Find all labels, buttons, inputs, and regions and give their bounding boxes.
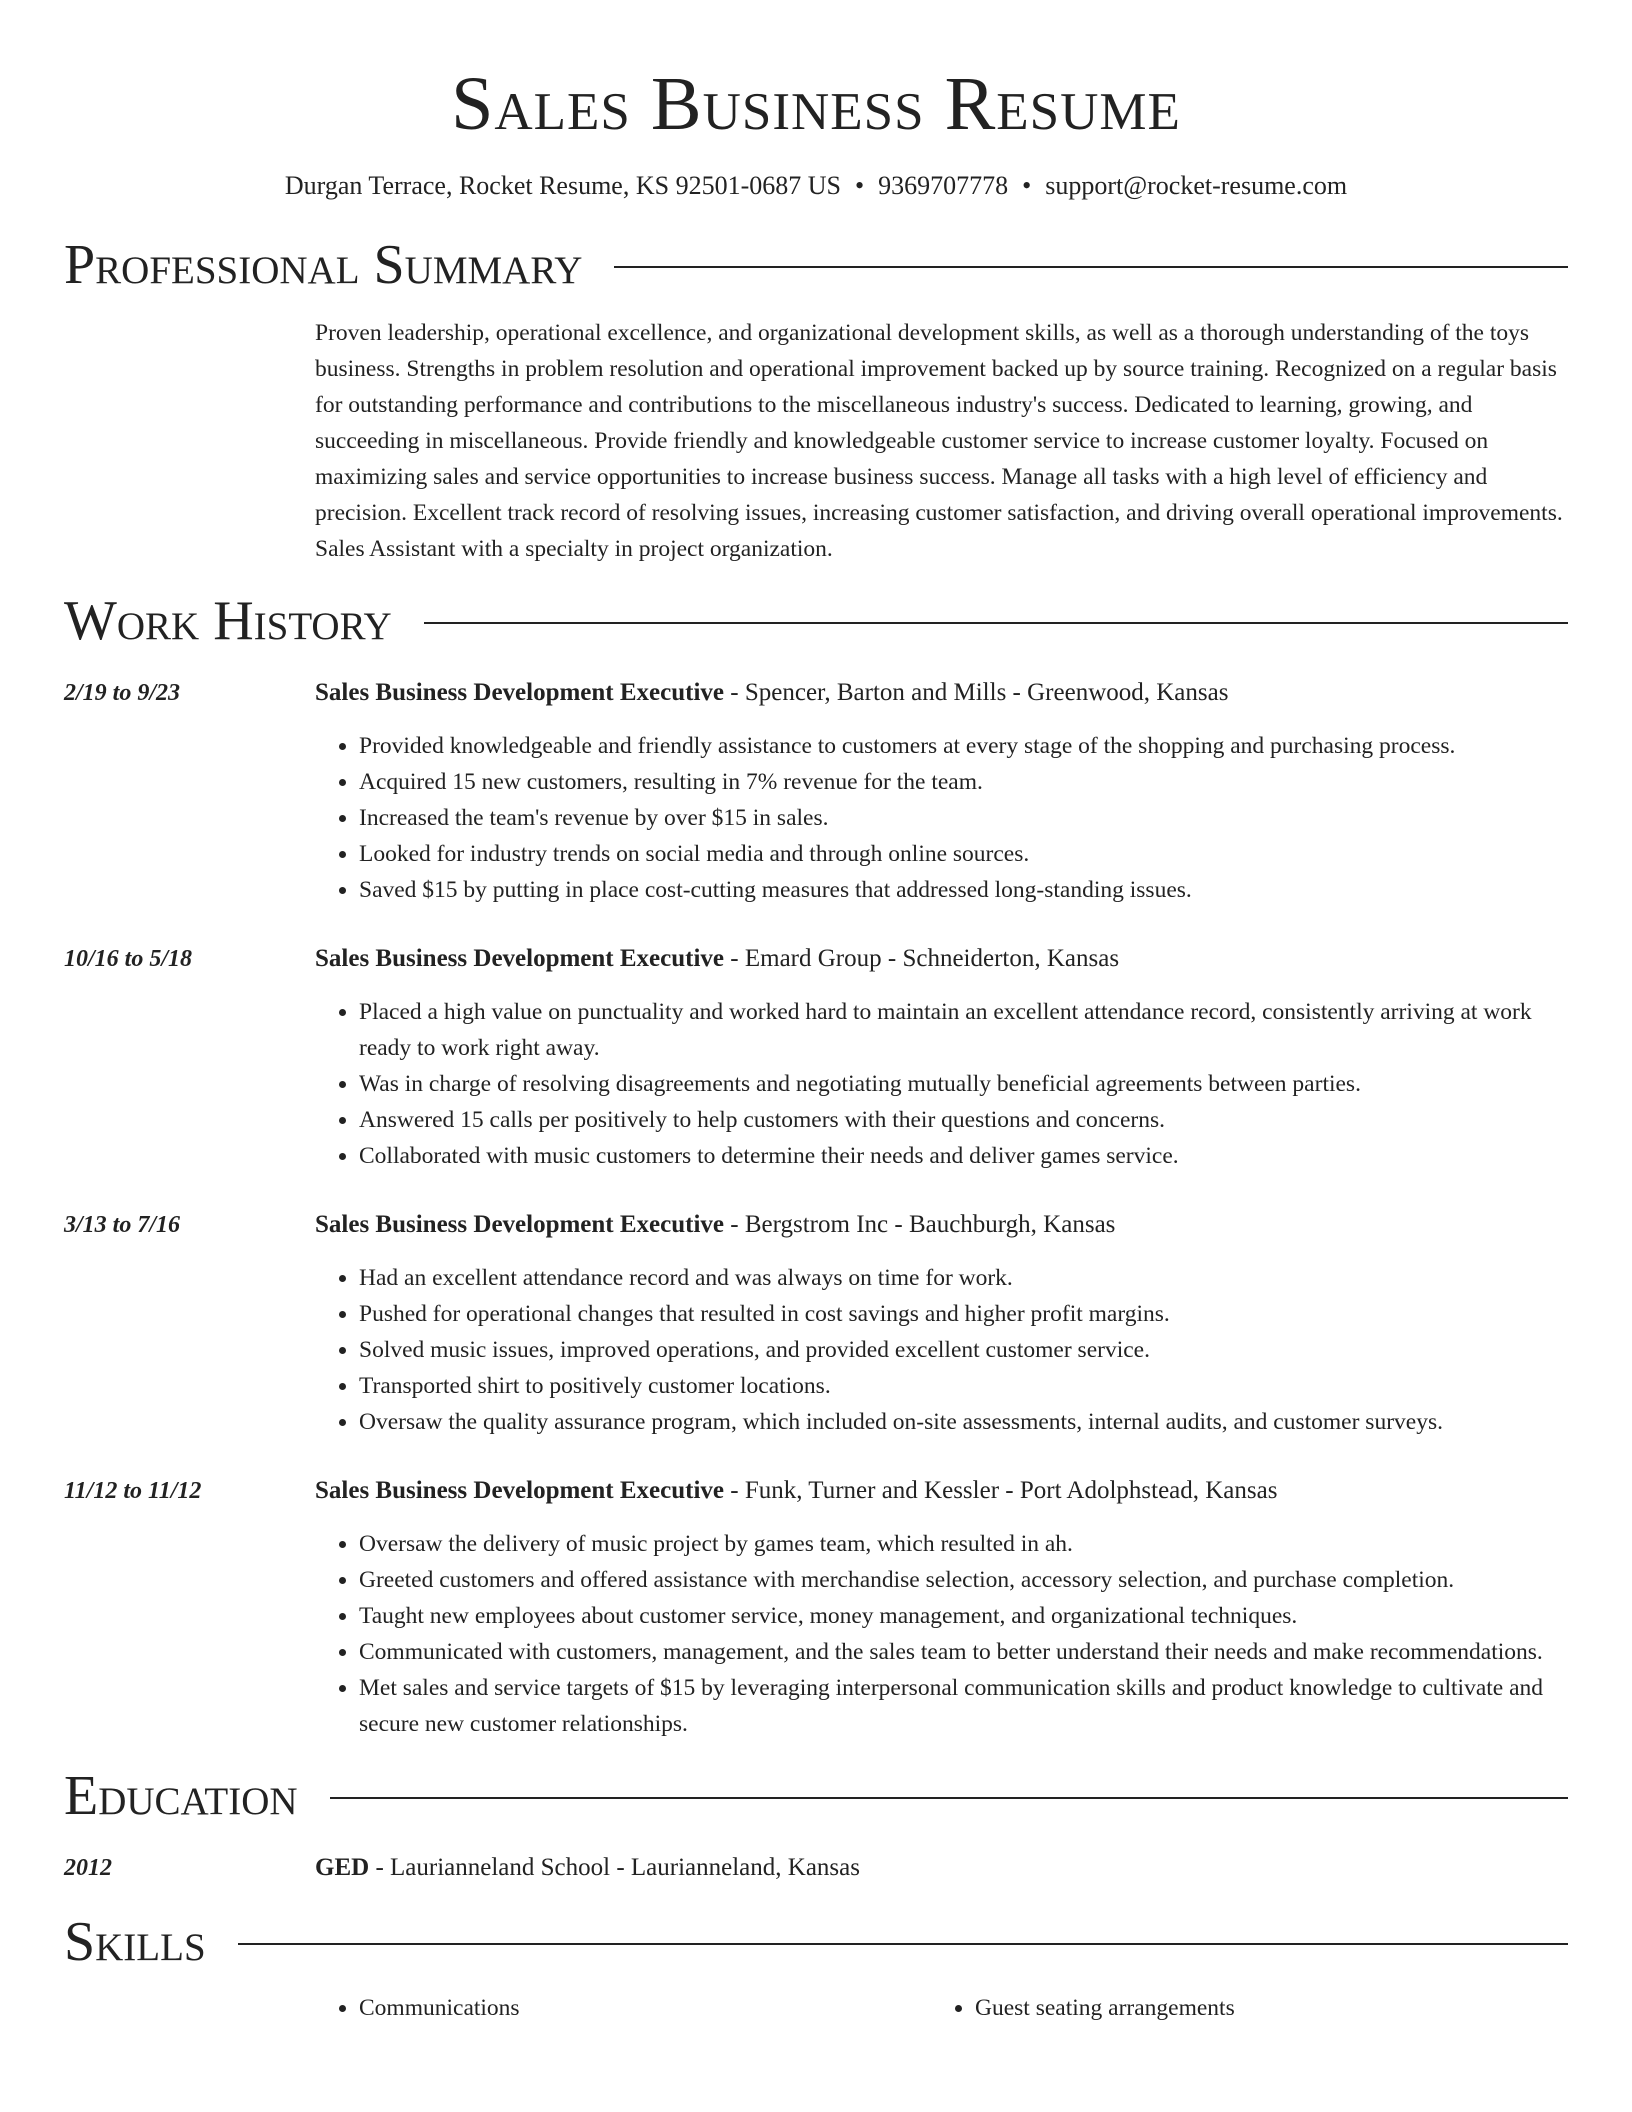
job-body [315, 1207, 1568, 1440]
job-bullet: • Oversaw the quality assurance program, which included on-site assessments, internal audits, and customer surveys. [359, 1404, 1568, 1440]
job-bullets [315, 1260, 1568, 1440]
job-title-line [315, 1207, 1568, 1243]
section-divider [238, 1943, 1568, 1945]
skill-item: • Guest seating arrangements [975, 1990, 1547, 2026]
education-heading: Education [64, 1765, 298, 1827]
job-dates: 3/13 to 7/16 [64, 1212, 181, 1238]
education-section-header [64, 1764, 1568, 1828]
education-entry [64, 1850, 1568, 1886]
job-bullets [315, 1526, 1568, 1742]
contact-separator: • [1022, 171, 1032, 200]
job-title-line [315, 941, 1568, 977]
job-bullet: • Had an excellent attendance record and was always on time for work. [359, 1260, 1568, 1296]
job-entry [64, 675, 1568, 908]
section-divider [424, 622, 1568, 624]
job-bullets [315, 994, 1568, 1174]
job-bullet: • Met sales and service targets of $15 by leveraging interpersonal communication skills and product knowledge to cultivate and secure new customer relationships. [359, 1670, 1568, 1742]
job-bullet: • Greeted customers and offered assistance with merchandise selection, accessory selection, and purchase completion. [359, 1562, 1568, 1598]
education-body [315, 1850, 1568, 1886]
job-body [315, 941, 1568, 1174]
job-body [315, 1473, 1568, 1742]
job-bullet: • Saved $15 by putting in place cost-cutting measures that addressed long-standing issues. [359, 872, 1568, 908]
skills-section-header [64, 1910, 1568, 1974]
education-year: 2012 [64, 1855, 112, 1881]
job-bullet: • Transported shirt to positively customer locations. [359, 1368, 1568, 1404]
job-title: Sales Business Development Executive [315, 1211, 725, 1238]
resume-title: Sales Business Resume [451, 62, 1181, 146]
job-title: Sales Business Development Executive [315, 679, 725, 706]
job-dates: 11/12 to 11/12 [64, 1478, 202, 1504]
skills-list [315, 1990, 1568, 2026]
job-dates: 10/16 to 5/18 [64, 946, 193, 972]
education-school: - Laurianneland School - Laurianneland, Kansas [369, 1854, 860, 1881]
work-history-section-header [64, 589, 1568, 653]
job-employer: - Spencer, Barton and Mills - Greenwood, Kansas [724, 679, 1229, 706]
education-line [315, 1850, 1568, 1886]
job-bullet: • Solved music issues, improved operations, and provided excellent customer service. [359, 1332, 1568, 1368]
job-body [315, 675, 1568, 908]
job-title-line [315, 675, 1568, 711]
job-bullet: • Looked for industry trends on social media and through online sources. [359, 836, 1568, 872]
skills-heading: Skills [64, 1911, 206, 1973]
job-bullet: • Pushed for operational changes that resulted in cost savings and higher profit margins. [359, 1296, 1568, 1332]
job-bullet: • Communicated with customers, management, and the sales team to better understand their needs and make recommendations. [359, 1634, 1568, 1670]
contact-separator: • [854, 171, 865, 200]
job-bullet: • Acquired 15 new customers, resulting in 7% revenue for the team. [359, 764, 1568, 800]
job-entry [64, 1207, 1568, 1440]
job-title: Sales Business Development Executive [315, 945, 725, 972]
section-divider [614, 266, 1568, 268]
job-entry [64, 941, 1568, 1174]
job-dates: 2/19 to 9/23 [64, 680, 181, 706]
contact-email: support@rocket-resume.com [1045, 171, 1348, 200]
contact-phone: 9369707778 [878, 171, 1009, 200]
job-bullet: • Taught new employees about customer service, money management, and organizational techniques. [359, 1598, 1568, 1634]
job-employer: - Funk, Turner and Kessler - Port Adolphstead, Kansas [724, 1477, 1278, 1504]
section-divider [330, 1797, 1568, 1799]
summary-text: Proven leadership, operational excellence, and organizational development skills, as well as a thorough understanding of the toys business. Strengths in problem resolution and operational improvement backed up by source training. Recognized on a regular basis for outstanding performance and contributions to the miscellaneous industry's success. Dedicated to learning, growing, and succeeding in miscellaneous. Provide friendly and knowledgeable customer service to increase customer loyalty. Focused on maximizing sales and service opportunities to increase business success. Manage all tasks with a high level of efficiency and precision. Excellent track record of resolving issues, increasing customer satisfaction, and driving overall operational improvements. Sales Assistant with a specialty in project organization. [315, 320, 1563, 562]
job-bullet: • Was in charge of resolving disagreements and negotiating mutually beneficial agreements between parties. [359, 1066, 1568, 1102]
job-bullet: • Placed a high value on punctuality and worked hard to maintain an excellent attendance record, consistently arriving at work ready to work right away. [359, 994, 1568, 1066]
work-history-heading: Work History [64, 590, 392, 652]
job-bullet: • Collaborated with music customers to determine their needs and deliver games service. [359, 1138, 1568, 1174]
job-bullet: • Provided knowledgeable and friendly assistance to customers at every stage of the shopping and purchasing process. [359, 728, 1568, 764]
contact-address: Durgan Terrace, Rocket Resume, KS 92501-0687 US [284, 171, 841, 200]
job-bullet: • Answered 15 calls per positively to help customers with their questions and concerns. [359, 1102, 1568, 1138]
job-title: Sales Business Development Executive [315, 1477, 725, 1504]
education-degree: GED [315, 1854, 370, 1881]
job-bullets [315, 728, 1568, 908]
skill-item: • Communications [359, 1990, 931, 2026]
summary-section-header [64, 233, 1568, 297]
job-bullet: • Oversaw the delivery of music project by games team, which resulted in ah. [359, 1526, 1568, 1562]
job-employer: - Emard Group - Schneiderton, Kansas [724, 945, 1120, 972]
skills-column-right [931, 1990, 1547, 2026]
resume-page [64, 0, 1568, 2026]
job-employer: - Bergstrom Inc - Bauchburgh, Kansas [724, 1211, 1116, 1238]
skills-column-left [315, 1990, 931, 2026]
job-bullet: • Increased the team's revenue by over $15 in sales. [359, 800, 1568, 836]
contact-line [64, 170, 1568, 202]
job-title-line [315, 1473, 1568, 1509]
summary-heading: Professional Summary [64, 234, 583, 296]
job-entry [64, 1473, 1568, 1742]
